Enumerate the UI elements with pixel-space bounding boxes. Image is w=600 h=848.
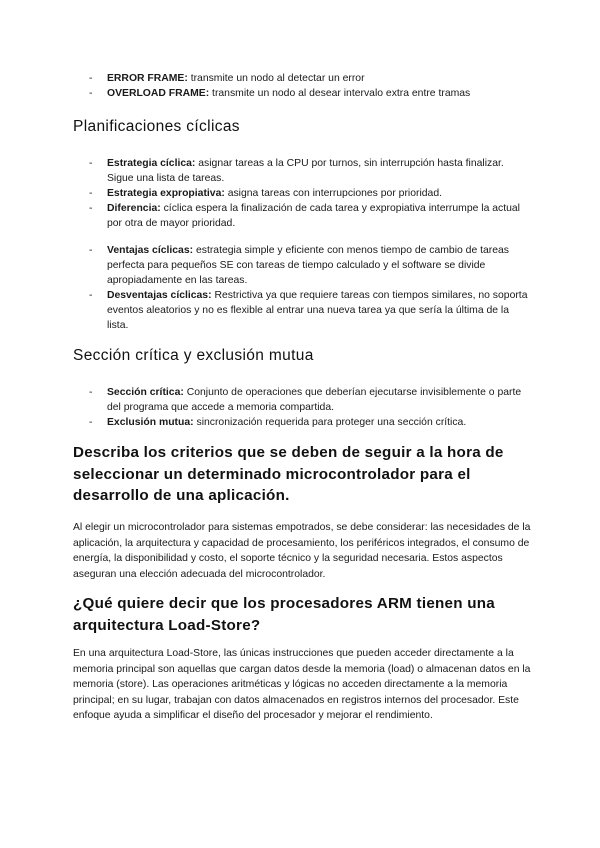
list-item [73, 243, 528, 288]
paragraph-microcontroller: Al elegir un microcontrolador para sistemas empotrados, se debe considerar: las necesidades de la aplicación, la arquitectura y capacidad de procesamiento, los periféricos integrados, el consumo de energía, la disponibilidad y costo, el soporte técnico y la seguridad necesaria. Estos aspectos aseguran una elección adecuada del microcontrolador. [73, 522, 531, 580]
list-item [73, 186, 528, 201]
list-item-term: OVERLOAD FRAME: [107, 88, 210, 99]
pros-cons-list [73, 243, 528, 333]
section-title-critical: Sección crítica y exclusión mutua [73, 347, 314, 364]
list-item-text: cíclica espera la finalización de cada tarea y expropiativa interrumpe la actual por otra de mayor prioridad. [107, 203, 520, 229]
bullet-dash: - [89, 158, 93, 169]
bullet-dash: - [89, 290, 93, 301]
list-item-term: Desventajas cíclicas: [107, 290, 212, 301]
bullet-dash: - [89, 387, 93, 398]
list-item-term: Diferencia: [107, 203, 161, 214]
bullet-dash: - [89, 417, 93, 428]
bullet-dash: - [89, 73, 93, 84]
critical-list [73, 385, 528, 430]
bullet-dash: - [89, 245, 93, 256]
list-item [73, 201, 528, 231]
frames-list [73, 71, 528, 101]
list-item-term: ERROR FRAME: [107, 73, 188, 84]
list-item [73, 415, 528, 430]
list-item-term: Exclusión mutua: [107, 417, 194, 428]
heading-microcontroller: Describa los criterios que se deben de seguir a la hora de seleccionar un determinado microcontrolador para el desarrollo de una aplicación. [73, 444, 504, 504]
strategies-list [73, 156, 528, 231]
list-item-text: transmite un nodo al detectar un error [187, 73, 365, 84]
list-item-term: Estrategia expropiativa: [107, 188, 225, 199]
list-item-text: transmite un nodo al desear intervalo extra entre tramas [209, 88, 471, 99]
list-item-term: Sección crítica: [107, 387, 184, 398]
bullet-dash: - [89, 188, 93, 199]
section-title-cyclic: Planificaciones cíclicas [73, 118, 240, 135]
bullet-dash: - [89, 203, 93, 214]
heading-arm-load-store: ¿Qué quiere decir que los procesadores ARM tienen una arquitectura Load-Store? [73, 595, 495, 634]
list-item-text: Restrictiva ya que requiere tareas con tiempos similares, no soporta eventos aleatorios y no es flexible al entrar una nueva tarea ya que sería la última de la lista. [107, 290, 528, 331]
list-item-text: Conjunto de operaciones que deberían ejecutarse invisiblemente o parte del programa que accede a memoria compartida. [107, 387, 522, 413]
bullet-dash: - [89, 88, 93, 99]
list-item-term: Ventajas cíclicas: [107, 245, 194, 256]
paragraph-arm-load-store: En una arquitectura Load-Store, las únicas instrucciones que pueden acceder directamente a la memoria principal son aquellas que cargan datos desde la memoria (load) o almacenan datos en la memoria (store). Las operaciones aritméticas y lógicas no acceden directamente a la memoria principal; en su lugar, trabajan con datos almacenados en registros internos del procesador. Este enfoque ayuda a simplificar el diseño del procesador y mejorar el rendimiento. [73, 648, 531, 722]
list-item-term: Estrategia cíclica: [107, 158, 196, 169]
list-item-text: asigna tareas con interrupciones por prioridad. [224, 188, 442, 199]
list-item-text: sincronización requerida para proteger una sección crítica. [193, 417, 467, 428]
list-item [73, 288, 528, 333]
list-item [73, 385, 528, 415]
list-item-text: estrategia simple y eficiente con menos tiempo de cambio de tareas perfecta para pequeños SE con tareas de tiempo calculado y el software se divide apropiadamente en las tareas. [107, 245, 510, 286]
list-item [73, 86, 528, 101]
list-item [73, 156, 528, 186]
list-item [73, 71, 528, 86]
list-item-text: asignar tareas a la CPU por turnos, sin interrupción hasta finalizar. Sigue una lista de tareas. [107, 158, 504, 184]
